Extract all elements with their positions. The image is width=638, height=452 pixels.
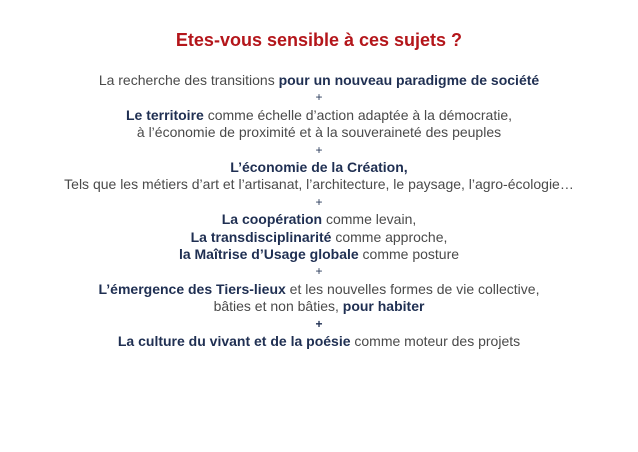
line-transdisciplinarite-text: comme approche, — [331, 228, 448, 245]
plus-separator: + — [315, 316, 323, 331]
line-tiers-lieux — [0, 281, 638, 298]
line-habiter-emphasis: pour habiter — [342, 298, 425, 315]
line-economie-proximite: à l’économie de proximité et à la souveraineté des peuples — [136, 124, 502, 141]
line-metiers: Tels que les métiers d’art et l’artisanat, l’architecture, le paysage, l’agro-écologie… — [64, 176, 574, 193]
line-transitions — [0, 72, 638, 89]
line-cooperation — [0, 211, 638, 228]
line-territoire — [0, 107, 638, 124]
line-maitrise-usage — [0, 246, 638, 263]
plus-separator: + — [315, 142, 323, 157]
line-culture-vivant-emphasis: La culture du vivant et de la poésie — [117, 333, 351, 350]
line-territoire-text: comme échelle d’action adaptée à la démocratie, — [203, 106, 512, 123]
line-culture-vivant — [0, 333, 638, 350]
line-transdisciplinarite-emphasis: La transdisciplinarité — [190, 228, 332, 245]
line-culture-vivant-text: comme moteur des projets — [350, 333, 521, 350]
line-maitrise-usage-text: comme posture — [358, 246, 460, 263]
line-transitions-text: La recherche des transitions — [98, 72, 279, 88]
line-transitions-emphasis: pour un nouveau paradigme de société — [278, 72, 540, 88]
slide-title: Etes-vous sensible à ces sujets ? — [175, 30, 463, 50]
line-tiers-lieux-emphasis: L’émergence des Tiers-lieux — [98, 280, 286, 297]
line-economie-creation-emphasis: L’économie de la Création, — [230, 159, 408, 176]
line-territoire-emphasis: Le territoire — [126, 106, 204, 123]
line-economie-creation — [0, 159, 638, 176]
line-cooperation-text: comme levain, — [322, 211, 417, 228]
line-habiter-text: bâties et non bâties, — [213, 298, 343, 315]
plus-separator: + — [315, 194, 323, 209]
line-maitrise-usage-emphasis: la Maîtrise d’Usage globale — [178, 246, 359, 263]
plus-separator: + — [315, 264, 323, 279]
plus-separator: + — [315, 90, 323, 105]
line-habiter — [0, 298, 638, 315]
line-tiers-lieux-text: et les nouvelles formes de vie collective, — [285, 280, 540, 297]
slide-body — [0, 72, 638, 351]
line-transdisciplinarite — [0, 229, 638, 246]
line-cooperation-emphasis: La coopération — [221, 211, 323, 228]
